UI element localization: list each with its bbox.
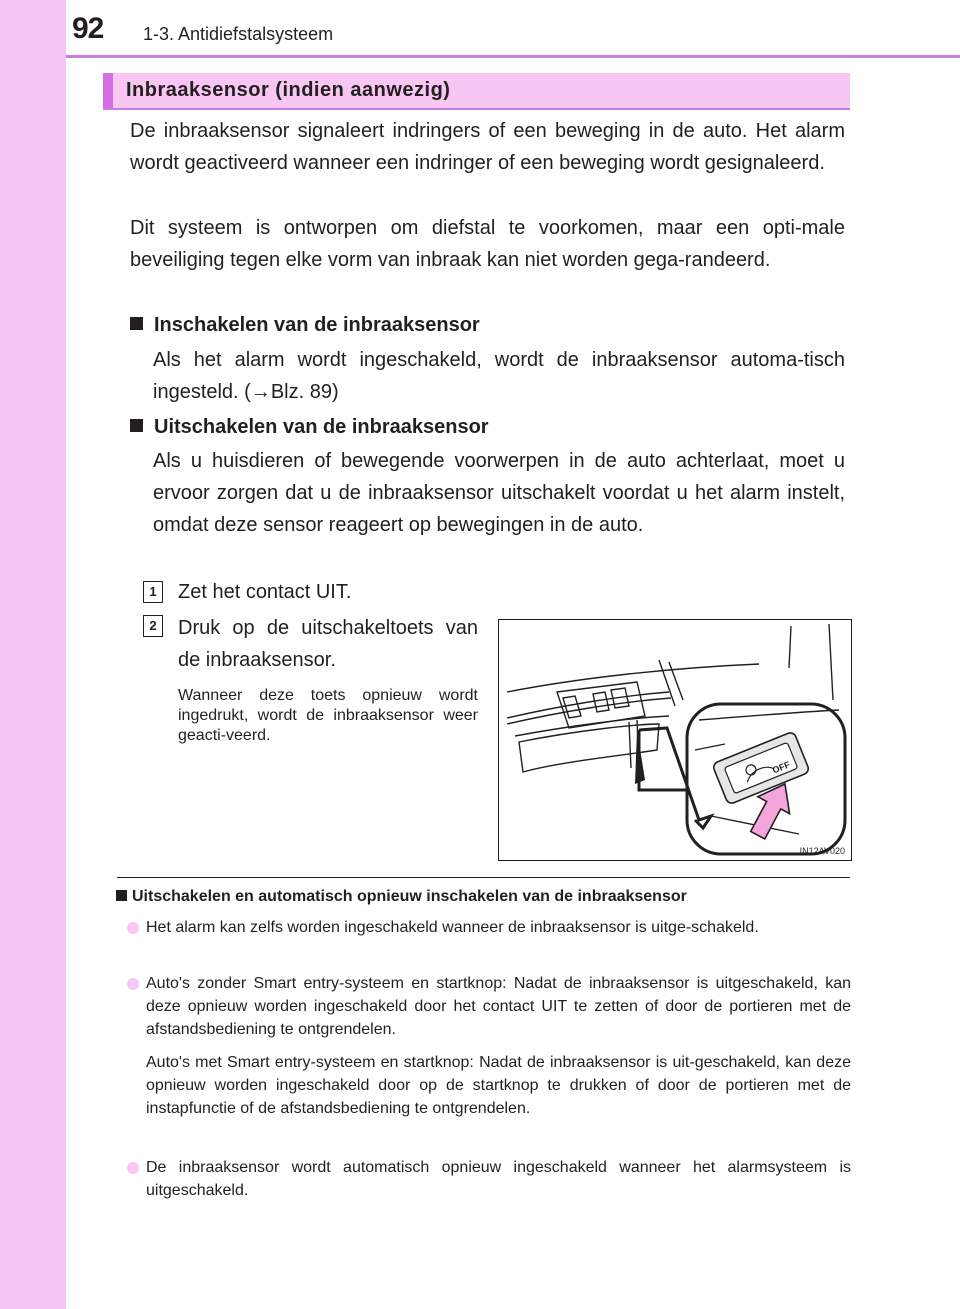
side-color-band	[0, 0, 66, 1309]
section-title: Inbraaksensor (indien aanwezig)	[126, 79, 451, 101]
section-divider	[117, 877, 850, 878]
square-bullet-icon	[130, 317, 143, 330]
square-bullet-icon	[116, 890, 127, 901]
header-rule	[66, 55, 960, 58]
bullet-dot-icon	[127, 1162, 139, 1174]
step-text-1: Zet het contact UIT.	[178, 581, 352, 603]
disable-heading-text: Uitschakelen van de inbraaksensor	[154, 416, 489, 438]
notes-heading-text: Uitschakelen en automatisch opnieuw inschakelen van de inbraaksensor	[132, 888, 687, 905]
square-bullet-icon	[130, 419, 143, 432]
enable-text: Als het alarm wordt ingeschakeld, wordt de inbraaksensor automa-tisch ingesteld. (→Blz. 89)	[153, 349, 845, 403]
step-number-1: 1	[143, 581, 163, 603]
step-text-2: Druk op de uitschakeltoets van de inbraaksensor.	[178, 617, 478, 671]
enable-heading-text: Inschakelen van de inbraaksensor	[154, 314, 480, 336]
disable-text: Als u huisdieren of bewegende voorwerpen in de auto achterlaat, moet u ervoor zorgen dat u de inbraaksensor uitschakelt voordat u het alarm instelt, omdat deze sensor reageert op bewegingen in de auto.	[153, 450, 845, 536]
overhead-console-drawing	[499, 620, 851, 860]
enable-heading	[130, 309, 480, 341]
intro-paragraph-2: Dit systeem is ontworpen om diefstal te voorkomen, maar een opti-male beveiliging tegen elke vorm van inbraak kan niet worden gega-randeerd.	[130, 217, 845, 271]
chapter-title: 1-3. Antidiefstalsysteem	[143, 24, 334, 44]
step-number-2: 2	[143, 615, 163, 637]
section-title-bar	[103, 73, 850, 110]
note-bullet-1: Het alarm kan zelfs worden ingeschakeld wanneer de inbraaksensor is uitge-schakeld.	[146, 919, 759, 936]
intro-paragraph-1: De inbraaksensor signaleert indringers of een beweging in de auto. Het alarm wordt geactiveerd wanneer een indringer of een beweging wordt gesignaleerd.	[130, 120, 845, 174]
note-bullet-3: De inbraaksensor wordt automatisch opnieuw ingeschakeld wanneer het alarmsysteem is uitgeschakeld.	[146, 1159, 851, 1199]
off-label: OFF	[771, 759, 792, 776]
step-2-note: Wanneer deze toets opnieuw wordt ingedrukt, wordt de inbraaksensor weer geacti-veerd.	[178, 687, 478, 744]
figure-code: IN12AV020	[799, 846, 845, 856]
disable-heading	[130, 411, 489, 443]
page-number: 92	[72, 12, 104, 45]
note-bullet-2: Auto's zonder Smart entry-systeem en startknop: Nadat de inbraaksensor is uitgeschakeld, kan deze opnieuw worden ingeschakeld door het contact UIT te zetten of door de portieren met de afstandsbediening te ontgrendelen.	[146, 975, 851, 1038]
bullet-dot-icon	[127, 922, 139, 934]
section-accent	[103, 73, 113, 108]
note-extra-paragraph: Auto's met Smart entry-systeem en startknop: Nadat de inbraaksensor is uit-geschakeld, kan deze opnieuw worden ingeschakeld door op de startknop te drukken of door de portieren met de instapfunctie of de afstandsbediening te ontgrendelen.	[146, 1054, 851, 1117]
bullet-dot-icon	[127, 978, 139, 990]
notes-heading	[116, 888, 687, 906]
sensor-button-illustration	[498, 619, 852, 861]
